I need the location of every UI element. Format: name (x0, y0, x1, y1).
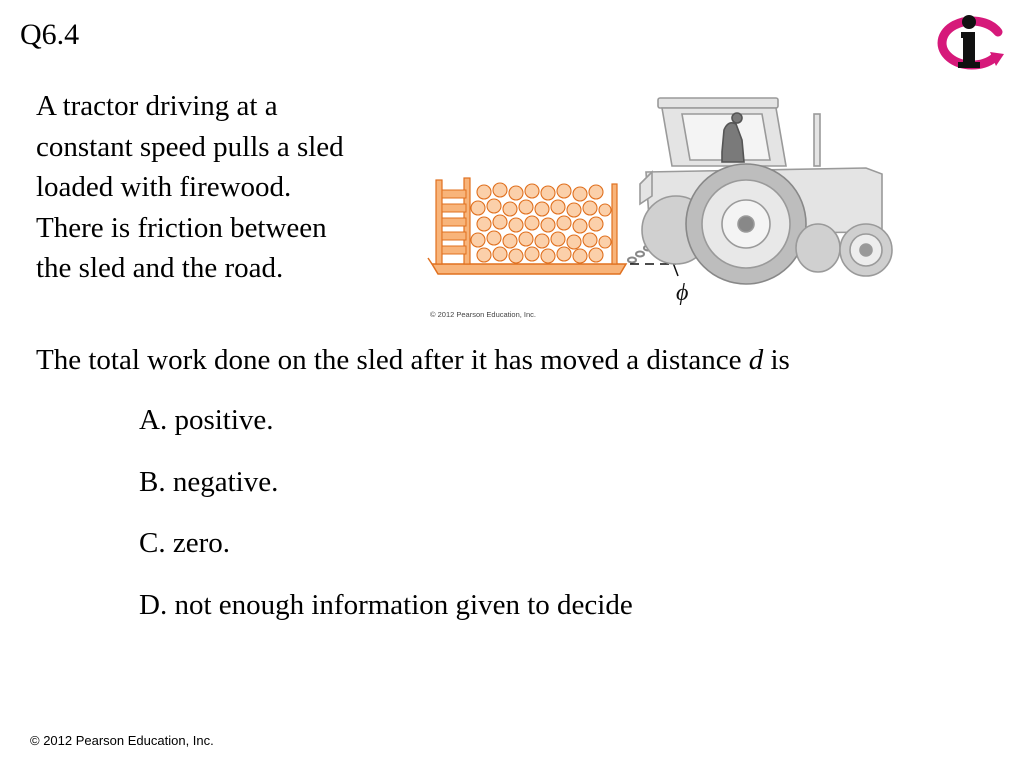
answer-list (139, 400, 633, 646)
figure-credit: © 2012 Pearson Education, Inc. (430, 310, 537, 319)
answer-option-b[interactable]: B. negative. (139, 465, 279, 498)
tractor-sled-figure (426, 92, 926, 322)
prompt-text (36, 340, 1006, 380)
prompt-variable: d (748, 344, 764, 376)
firewood-sled-icon (428, 178, 626, 274)
angle-symbol: ϕ (676, 280, 689, 306)
answer-option-a[interactable]: A. positive. (139, 404, 274, 436)
answer-option-c[interactable]: C. zero. (139, 527, 230, 559)
slide-id: Q6.4 (20, 18, 80, 51)
question-text: A tractor driving at a constant speed pulls a sled loaded with firewood. There is friction between the sled and the road. (36, 90, 344, 284)
logo-letter: i (936, 12, 937, 13)
tractor-icon (640, 98, 892, 284)
footer-copyright: © 2012 Pearson Education, Inc. (30, 733, 214, 748)
prompt-after: is (763, 344, 790, 376)
prompt-before: The total work done on the sled after it has moved a distance (36, 344, 749, 376)
info-clicker-logo-icon (936, 12, 1008, 74)
answer-option-d[interactable]: D. not enough information given to decide (139, 588, 633, 621)
